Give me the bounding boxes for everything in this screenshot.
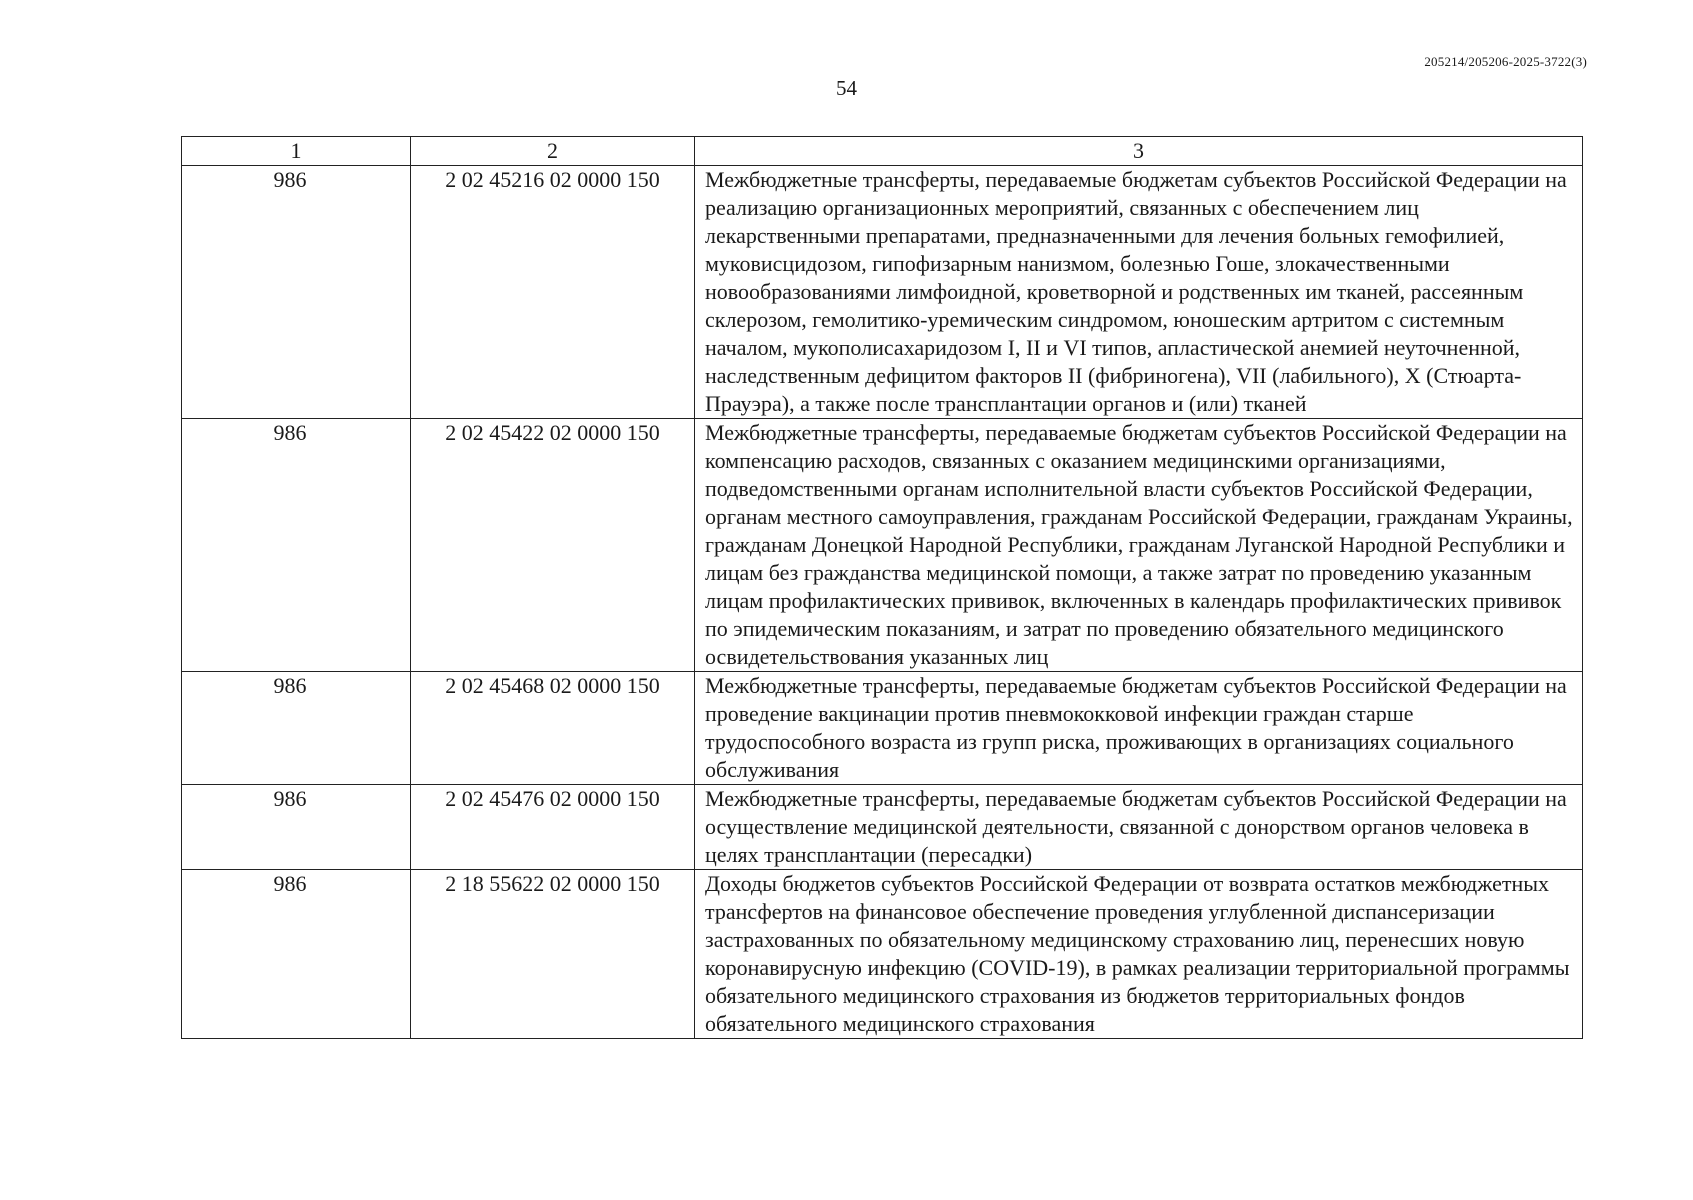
revenue-name-cell: Межбюджетные трансферты, передаваемые бюджетам субъектов Российской Федерации на проведение вакцинации против пневмококковой инфекции граждан старше трудоспособного возраста из групп риска, проживающих в организациях социального обслуживания (695, 672, 1583, 785)
revenue-codes-table (181, 136, 1583, 1039)
revenue-name-cell: Межбюджетные трансферты, передаваемые бюджетам субъектов Российской Федерации на осуществление медицинской деятельности, связанной с донорством органов человека в целях трансплантации (пересадки) (695, 785, 1583, 870)
page-number: 54 (836, 76, 857, 100)
table-header-row (182, 137, 1583, 166)
revenue-code-cell: 2 02 45422 02 0000 150 (411, 419, 695, 672)
table-row (182, 785, 1583, 870)
table-row (182, 166, 1583, 419)
document-id: 205214/205206-2025-3722(3) (1424, 54, 1587, 69)
administrator-code-cell: 986 (182, 870, 411, 1039)
administrator-code-cell: 986 (182, 672, 411, 785)
administrator-code-cell: 986 (182, 166, 411, 419)
revenue-code-cell: 2 02 45476 02 0000 150 (411, 785, 695, 870)
revenue-name-cell: Межбюджетные трансферты, передаваемые бюджетам субъектов Российской Федерации на реализацию организационных мероприятий, связанных с обеспечением лиц лекарственными препаратами, предназначенными для лечения больных гемофилией, муковисцидозом, гипофизарным нанизмом, болезнью Гоше, злокачественными новообразованиями лимфоидной, кроветворной и родственных им тканей, рассеянным склерозом, гемолитико-уремическим синдромом, юношеским артритом с системным началом, мукополисахаридозом I, II и VI типов, апластической анемией неуточненной, наследственным дефицитом факторов II (фибриногена), VII (лабильного), X (Стюарта-Прауэра), а также после трансплантации органов и (или) тканей (695, 166, 1583, 419)
table-row (182, 672, 1583, 785)
column-header-2: 2 (411, 137, 695, 166)
revenue-code-cell: 2 18 55622 02 0000 150 (411, 870, 695, 1039)
column-header-3: 3 (695, 137, 1583, 166)
table-row (182, 870, 1583, 1039)
revenue-name-cell: Доходы бюджетов субъектов Российской Федерации от возврата остатков межбюджетных трансфертов на финансовое обеспечение проведения углубленной диспансеризации застрахованных по обязательному медицинскому страхованию лиц, перенесших новую коронавирусную инфекцию (COVID-19), в рамках реализации территориальной программы обязательного медицинского страхования из бюджетов территориальных фондов обязательного медицинского страхования (695, 870, 1583, 1039)
column-header-1: 1 (182, 137, 411, 166)
table-row (182, 419, 1583, 672)
administrator-code-cell: 986 (182, 785, 411, 870)
revenue-code-cell: 2 02 45216 02 0000 150 (411, 166, 695, 419)
revenue-name-cell: Межбюджетные трансферты, передаваемые бюджетам субъектов Российской Федерации на компенсацию расходов, связанных с оказанием медицинскими организациями, подведомственными органам исполнительной власти субъектов Российской Федерации, органам местного самоуправления, гражданам Российской Федерации, гражданам Украины, гражданам Донецкой Народной Республики, гражданам Луганской Народной Республики и лицам без гражданства медицинской помощи, а также затрат по проведению указанным лицам профилактических прививок, включенных в календарь профилактических прививок по эпидемическим показаниям, и затрат по проведению обязательного медицинского освидетельствования указанных лиц (695, 419, 1583, 672)
revenue-code-cell: 2 02 45468 02 0000 150 (411, 672, 695, 785)
administrator-code-cell: 986 (182, 419, 411, 672)
